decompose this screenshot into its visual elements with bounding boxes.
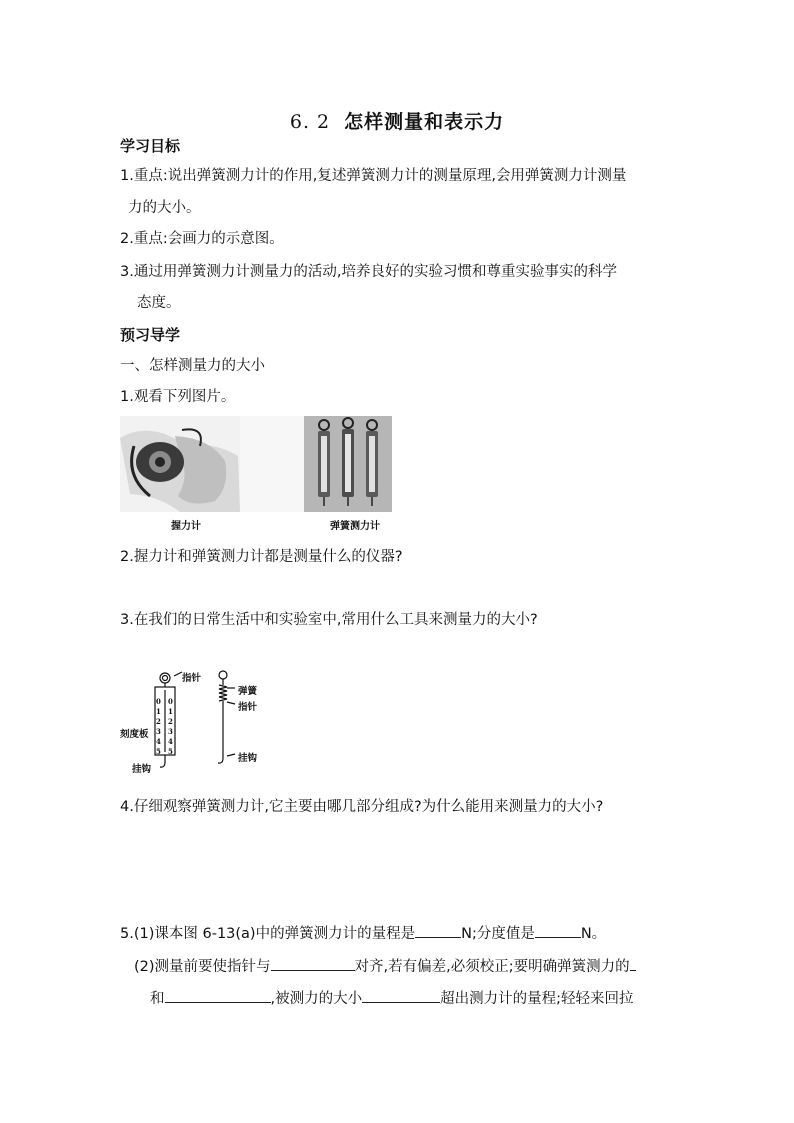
svg-text:2: 2 xyxy=(168,717,173,726)
photo-spacer xyxy=(240,416,304,512)
svg-text:5: 5 xyxy=(156,747,161,756)
division-value-answer-blank[interactable] xyxy=(165,988,271,1003)
svg-text:3: 3 xyxy=(156,727,161,736)
q5-part2-text-c: 和 xyxy=(150,991,165,1007)
range-answer-blank[interactable] xyxy=(415,923,461,938)
section-number: 6. 2 xyxy=(289,111,331,133)
svg-text:0: 0 xyxy=(168,697,173,706)
svg-text:4: 4 xyxy=(156,737,161,746)
svg-text:1: 1 xyxy=(156,707,161,716)
caption-grip-dynamometer: 握力计 xyxy=(171,521,201,532)
diagram-label-spring: 弹簧 xyxy=(238,686,258,697)
svg-text:2: 2 xyxy=(156,717,161,726)
goal-item-3: 3.通过用弹簧测力计测量力的活动,培养良好的实验习惯和尊重实验事实的科学 xyxy=(120,264,617,280)
svg-text:3: 3 xyxy=(168,727,173,736)
svg-text:1: 1 xyxy=(168,707,173,716)
diagram-label-hook-2: 挂钩 xyxy=(238,753,258,764)
goal-item-3-cont: 态度。 xyxy=(137,295,181,311)
q5-part1-text-a: 5.(1)课本图 6-13(a)中的弹簧测力计的量程是 xyxy=(120,926,416,942)
question-1: 1.观看下列图片。 xyxy=(120,389,236,405)
caption-spring-scale: 弹簧测力计 xyxy=(330,521,380,532)
preview-subheading: 一、怎样测量力的大小 xyxy=(120,358,265,374)
goal-item-1-cont: 力的大小。 xyxy=(128,200,201,216)
spring-scale-photo xyxy=(304,416,392,512)
must-not-answer-blank[interactable] xyxy=(362,988,440,1003)
goals-heading: 学习目标 xyxy=(120,137,181,155)
q5-part2-text-e: 超出测力计的量程;轻轻来回拉 xyxy=(440,991,634,1007)
goal-item-1: 1.重点:说出弹簧测力计的作用,复述弹簧测力计的测量原理,会用弹簧测力计测量 xyxy=(120,168,627,184)
q5-part2-text-a: (2)测量前要使指针与 xyxy=(134,959,271,975)
question-2: 2.握力计和弹簧测力计都是测量什么的仪器? xyxy=(120,549,403,565)
diagram-label-pointer: 指针 xyxy=(182,673,202,684)
division-answer-blank[interactable] xyxy=(535,923,581,938)
zero-mark-answer-blank[interactable] xyxy=(271,956,355,971)
svg-text:4: 4 xyxy=(168,737,173,746)
page-title xyxy=(0,107,794,134)
diagram-label-pointer-2: 指针 xyxy=(238,702,258,713)
goal-item-2: 2.重点:会画力的示意图。 xyxy=(120,231,284,247)
title-text: 怎样测量和表示力 xyxy=(344,111,505,133)
trailing-blank[interactable] xyxy=(630,956,636,971)
question-5-part-2-cont xyxy=(150,988,634,1009)
diagram-label-hook: 挂钩 xyxy=(132,764,152,775)
svg-text:5: 5 xyxy=(168,747,173,756)
q5-part1-text-b: N;分度值是 xyxy=(461,926,535,942)
q5-part2-text-b: 对齐,若有偏差,必须校正;要明确弹簧测力的 xyxy=(354,959,630,975)
svg-text:0: 0 xyxy=(156,697,161,706)
preview-heading: 预习导学 xyxy=(120,326,181,344)
question-4: 4.仔细观察弹簧测力计,它主要由哪几部分组成?为什么能用来测量力的大小? xyxy=(120,799,604,815)
grip-dynamometer-photo xyxy=(120,416,240,512)
diagram-label-scale: 刻度板 xyxy=(120,729,149,740)
question-3: 3.在我们的日常生活中和实验室中,常用什么工具来测量力的大小? xyxy=(120,612,538,628)
q5-part1-text-c: N。 xyxy=(580,926,607,942)
q5-part2-text-d: ,被测力的大小 xyxy=(270,991,363,1007)
question-5-part-2 xyxy=(134,956,636,977)
question-5-part-1 xyxy=(120,923,606,944)
